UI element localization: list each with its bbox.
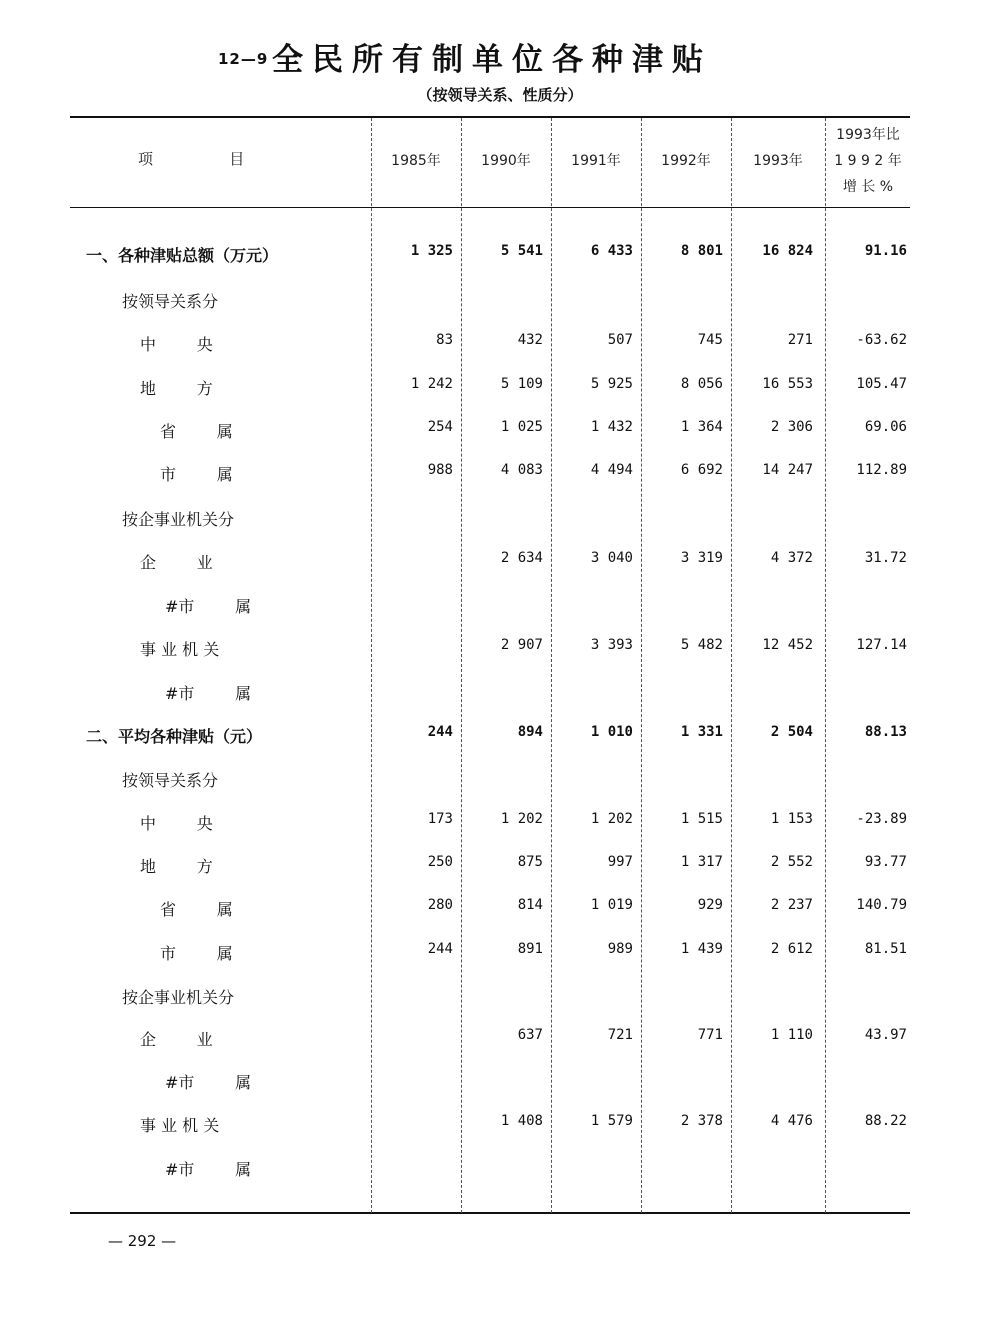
value-cell: 2 237 bbox=[770, 897, 813, 913]
growth-cell: 88.22 bbox=[864, 1113, 907, 1129]
row-label: 省 属 bbox=[160, 422, 233, 441]
value-cell: 254 bbox=[427, 419, 453, 435]
value-cell: 1 408 bbox=[500, 1113, 543, 1129]
value-cell: 1 515 bbox=[680, 811, 723, 827]
table-row bbox=[0, 1157, 1000, 1179]
value-cell: 250 bbox=[427, 854, 453, 870]
header-year-1985: 1985年 bbox=[391, 153, 441, 169]
growth-cell: 81.51 bbox=[864, 941, 907, 957]
table-row bbox=[0, 941, 1000, 963]
row-label: 中 央 bbox=[140, 814, 213, 833]
growth-cell: 91.16 bbox=[864, 243, 907, 259]
table-row bbox=[0, 637, 1000, 659]
value-cell: 1 317 bbox=[680, 854, 723, 870]
header-bottom-rule bbox=[70, 207, 910, 208]
table-row bbox=[0, 376, 1000, 398]
value-cell: 83 bbox=[436, 332, 453, 348]
table-row bbox=[0, 419, 1000, 441]
value-cell: 1 019 bbox=[590, 897, 633, 913]
value-cell: 2 504 bbox=[770, 724, 813, 740]
value-cell: 894 bbox=[517, 724, 543, 740]
value-cell: 2 552 bbox=[770, 854, 813, 870]
growth-cell: 93.77 bbox=[864, 854, 907, 870]
header-growth-line3: 增 长 % bbox=[842, 179, 894, 195]
row-label: 市 属 bbox=[160, 944, 233, 963]
value-cell: 4 083 bbox=[500, 462, 543, 478]
row-label: #市 属 bbox=[165, 1073, 252, 1092]
row-label: 按企事业机关分 bbox=[122, 988, 235, 1007]
row-label: 按领导关系分 bbox=[122, 292, 219, 311]
table-row bbox=[0, 462, 1000, 484]
value-cell: 1 579 bbox=[590, 1113, 633, 1129]
subtitle: （按领导关系、性质分） bbox=[417, 86, 583, 104]
value-cell: 271 bbox=[787, 332, 813, 348]
page-number: — 292 — bbox=[108, 1232, 177, 1250]
value-cell: 2 378 bbox=[680, 1113, 723, 1129]
header-item: 项 目 bbox=[138, 150, 245, 168]
value-cell: 1 242 bbox=[410, 376, 453, 392]
growth-cell: -63.62 bbox=[856, 332, 907, 348]
table-row bbox=[0, 897, 1000, 919]
value-cell: 432 bbox=[517, 332, 543, 348]
growth-cell: 69.06 bbox=[864, 419, 907, 435]
row-label: 市 属 bbox=[160, 465, 233, 484]
table-row bbox=[0, 724, 1000, 746]
value-cell: 637 bbox=[517, 1027, 543, 1043]
value-cell: 2 907 bbox=[500, 637, 543, 653]
value-cell: 280 bbox=[427, 897, 453, 913]
value-cell: 3 393 bbox=[590, 637, 633, 653]
row-label: #市 属 bbox=[165, 684, 252, 703]
value-cell: 745 bbox=[697, 332, 723, 348]
value-cell: 1 153 bbox=[770, 811, 813, 827]
value-cell: 1 432 bbox=[590, 419, 633, 435]
row-label: #市 属 bbox=[165, 597, 252, 616]
row-label: 事 业 机 关 bbox=[140, 640, 220, 659]
value-cell: 244 bbox=[427, 724, 453, 740]
value-cell: 721 bbox=[607, 1027, 633, 1043]
row-label: 按企事业机关分 bbox=[122, 510, 235, 529]
growth-cell: 112.89 bbox=[856, 462, 907, 478]
header-growth-line2: 1 9 9 2 年 bbox=[834, 153, 902, 169]
table-row bbox=[0, 332, 1000, 354]
value-cell: 891 bbox=[517, 941, 543, 957]
value-cell: 929 bbox=[697, 897, 723, 913]
value-cell: 1 439 bbox=[680, 941, 723, 957]
title-block bbox=[0, 30, 1000, 80]
value-cell: 6 692 bbox=[680, 462, 723, 478]
value-cell: 4 372 bbox=[770, 550, 813, 566]
value-cell: 16 824 bbox=[762, 243, 813, 259]
table-bottom-rule bbox=[70, 1212, 910, 1214]
value-cell: 244 bbox=[427, 941, 453, 957]
header-year-1992: 1992年 bbox=[661, 153, 711, 169]
value-cell: 2 306 bbox=[770, 419, 813, 435]
growth-cell: 43.97 bbox=[864, 1027, 907, 1043]
value-cell: 8 056 bbox=[680, 376, 723, 392]
value-cell: 2 612 bbox=[770, 941, 813, 957]
row-label: 事 业 机 关 bbox=[140, 1116, 220, 1135]
table-row bbox=[0, 681, 1000, 703]
value-cell: 5 109 bbox=[500, 376, 543, 392]
table-top-rule bbox=[70, 116, 910, 118]
table-row bbox=[0, 768, 1000, 790]
row-label: 一、各种津贴总额（万元） bbox=[86, 246, 279, 265]
value-cell: 1 025 bbox=[500, 419, 543, 435]
growth-cell: 140.79 bbox=[856, 897, 907, 913]
value-cell: 1 325 bbox=[410, 243, 453, 259]
value-cell: 997 bbox=[607, 854, 633, 870]
value-cell: 8 801 bbox=[680, 243, 723, 259]
value-cell: 5 482 bbox=[680, 637, 723, 653]
table-row bbox=[0, 985, 1000, 1007]
table-row bbox=[0, 1070, 1000, 1092]
value-cell: 3 319 bbox=[680, 550, 723, 566]
value-cell: 12 452 bbox=[762, 637, 813, 653]
table-row bbox=[0, 289, 1000, 311]
value-cell: 989 bbox=[607, 941, 633, 957]
table-row bbox=[0, 507, 1000, 529]
table-row bbox=[0, 811, 1000, 833]
value-cell: 1 202 bbox=[500, 811, 543, 827]
growth-cell: 105.47 bbox=[856, 376, 907, 392]
row-label: 企 业 bbox=[140, 553, 213, 572]
value-cell: 988 bbox=[427, 462, 453, 478]
value-cell: 814 bbox=[517, 897, 543, 913]
value-cell: 3 040 bbox=[590, 550, 633, 566]
row-label: 按领导关系分 bbox=[122, 771, 219, 790]
value-cell: 2 634 bbox=[500, 550, 543, 566]
table-row bbox=[0, 594, 1000, 616]
table-row bbox=[0, 1027, 1000, 1049]
value-cell: 16 553 bbox=[762, 376, 813, 392]
row-label: #市 属 bbox=[165, 1160, 252, 1179]
value-cell: 507 bbox=[607, 332, 633, 348]
row-label: 二、平均各种津贴（元） bbox=[86, 727, 263, 746]
value-cell: 173 bbox=[427, 811, 453, 827]
table-row bbox=[0, 550, 1000, 572]
row-label: 中 央 bbox=[140, 335, 213, 354]
row-label: 企 业 bbox=[140, 1030, 213, 1049]
value-cell: 5 541 bbox=[500, 243, 543, 259]
growth-cell: 88.13 bbox=[864, 724, 907, 740]
header-year-1991: 1991年 bbox=[571, 153, 621, 169]
value-cell: 4 494 bbox=[590, 462, 633, 478]
growth-cell: 31.72 bbox=[864, 550, 907, 566]
header-year-1993: 1993年 bbox=[753, 153, 803, 169]
table-row bbox=[0, 243, 1000, 265]
table-number: 12—9 bbox=[218, 50, 269, 68]
value-cell: 1 202 bbox=[590, 811, 633, 827]
value-cell: 1 110 bbox=[770, 1027, 813, 1043]
value-cell: 1 364 bbox=[680, 419, 723, 435]
table-row bbox=[0, 1113, 1000, 1135]
value-cell: 1 331 bbox=[680, 724, 723, 740]
row-label: 地 方 bbox=[140, 379, 213, 398]
growth-cell: 127.14 bbox=[856, 637, 907, 653]
row-label: 地 方 bbox=[140, 857, 213, 876]
value-cell: 14 247 bbox=[762, 462, 813, 478]
value-cell: 771 bbox=[697, 1027, 723, 1043]
value-cell: 4 476 bbox=[770, 1113, 813, 1129]
header-growth-line1: 1993年比 bbox=[836, 127, 900, 143]
table-row bbox=[0, 854, 1000, 876]
value-cell: 875 bbox=[517, 854, 543, 870]
value-cell: 6 433 bbox=[590, 243, 633, 259]
header-year-1990: 1990年 bbox=[481, 153, 531, 169]
growth-cell: -23.89 bbox=[856, 811, 907, 827]
page-title: 全民所有制单位各种津贴 bbox=[272, 42, 712, 78]
row-label: 省 属 bbox=[160, 900, 233, 919]
value-cell: 5 925 bbox=[590, 376, 633, 392]
value-cell: 1 010 bbox=[590, 724, 633, 740]
